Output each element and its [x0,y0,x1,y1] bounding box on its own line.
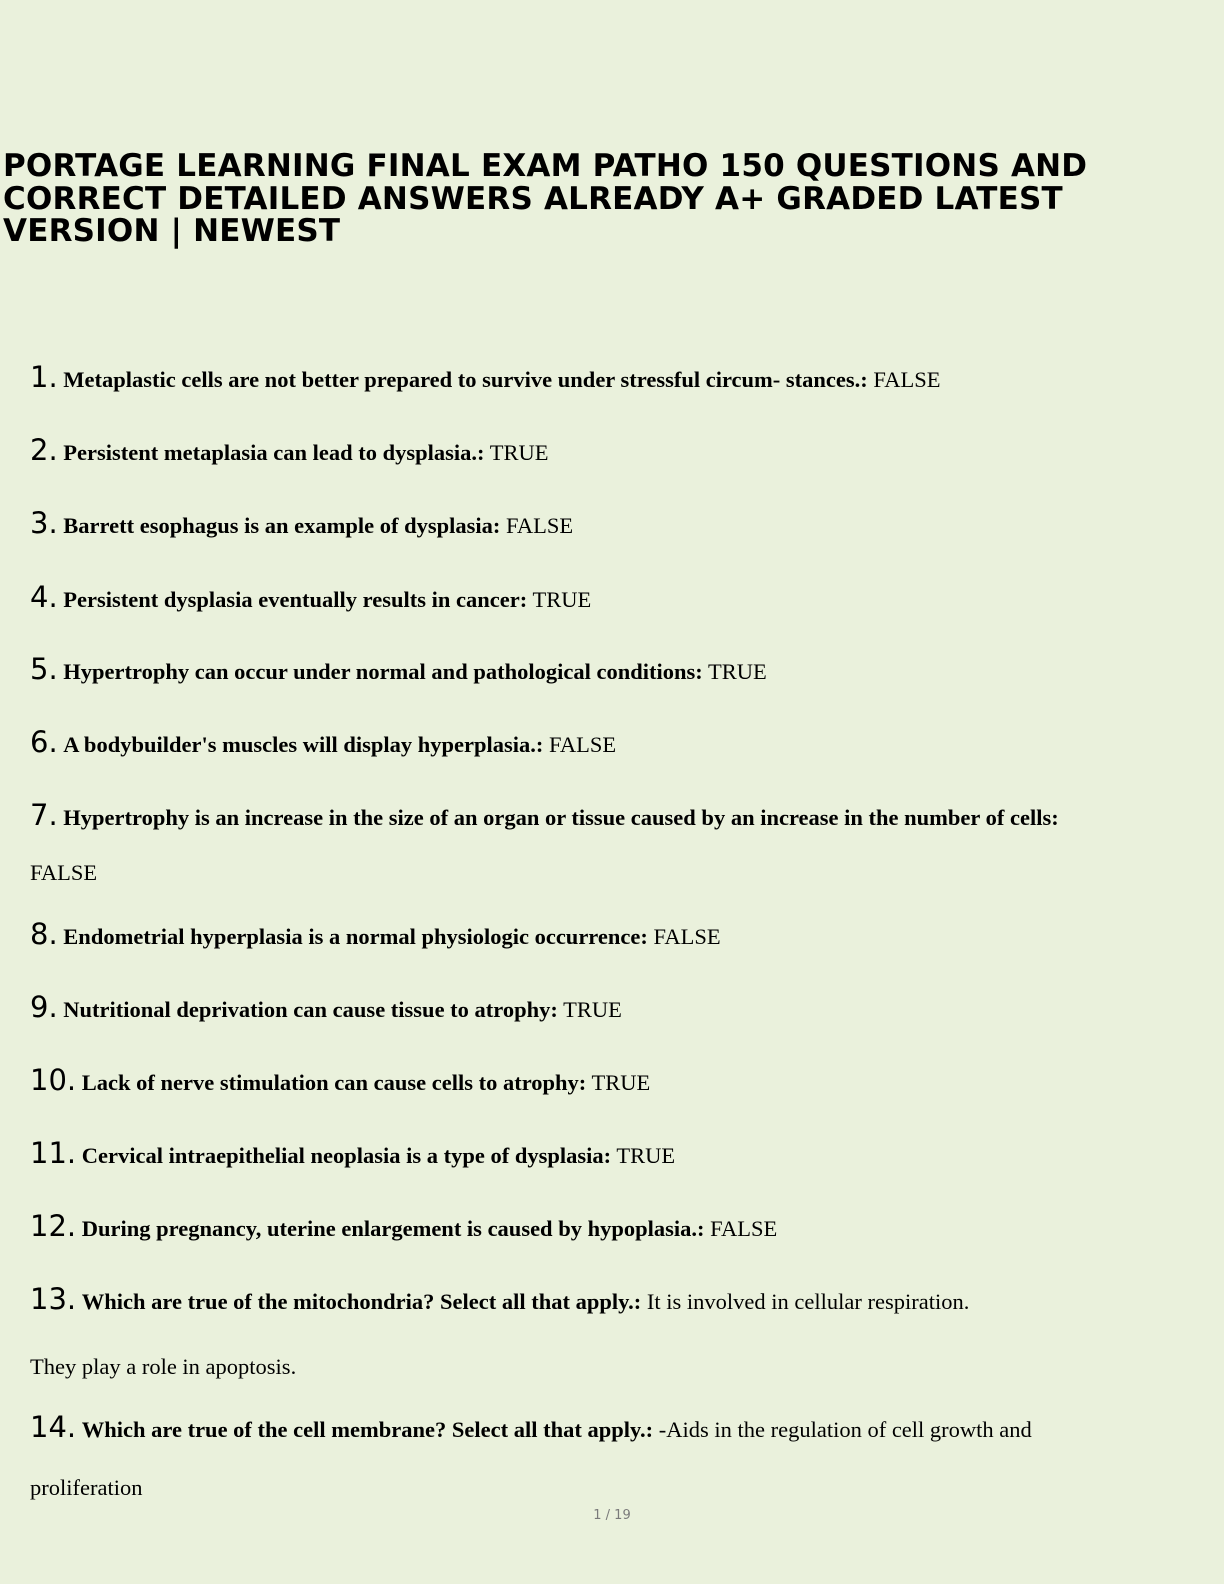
question-text: Persistent metaplasia can lead to dysplasia.: [63,440,485,465]
question-text: Lack of nerve stimulation can cause cells to atrophy: [81,1070,587,1095]
answer-text: FALSE [873,367,941,392]
question-item [30,727,1190,760]
question-number: 9. [30,990,58,1024]
question-item [30,1138,1190,1171]
question-number: 10. [30,1063,77,1097]
answer-text: FALSE [30,860,98,885]
question-number: 11. [30,1136,77,1170]
page-indicator: 1 / 19 [593,1508,631,1523]
question-text: Hypertrophy can occur under normal and pathological conditions: [63,659,703,684]
answer-text: TRUE [707,659,767,684]
question-item [30,1065,1190,1098]
question-text: Which are true of the cell membrane? Select all that apply.: [81,1417,654,1442]
document-title: PORTAGE LEARNING FINAL EXAM PATHO 150 QUESTIONS AND CORRECT DETAILED ANSWERS ALREADY A+ GRADED LATEST VERSION | NEWEST [3,148,1088,249]
answer-text: -Aids in the regulation of cell growth and [658,1417,1032,1442]
question-number: 2. [30,433,58,467]
question-number: 1. [30,360,58,394]
answer-text: TRUE [591,1070,651,1095]
answer-text: TRUE [563,997,622,1022]
question-number: 12. [30,1209,77,1243]
question-text: Endometrial hyperplasia is a normal physiologic occurrence: [63,924,648,949]
answer-text: FALSE [506,513,574,538]
question-number: 5. [30,652,58,686]
answer-continuation: proliferation [30,1475,143,1500]
question-text: A bodybuilder's muscles will display hyperplasia.: [63,732,544,757]
question-text: Which are true of the mitochondria? Select all that apply.: [81,1289,642,1314]
answer-text: TRUE [489,440,549,465]
question-text: Metaplastic cells are not better prepared to survive under stressful circum- stances.: [63,367,868,392]
question-number: 3. [30,506,58,540]
answer-text: FALSE [710,1216,778,1241]
question-number: 6. [30,725,58,759]
question-number: 14. [30,1410,77,1444]
question-item [30,582,1190,615]
answer-continuation: They play a role in apoptosis. [30,1354,297,1379]
question-text: Hypertrophy is an increase in the size of an organ or tissue caused by an increase in the number of cells: [63,805,1059,830]
question-item [30,919,1190,952]
question-item [30,654,1190,687]
question-text: Nutritional deprivation can cause tissue to atrophy: [63,997,558,1022]
answer-text: FALSE [549,732,617,757]
answer-text: TRUE [532,587,592,612]
question-item [30,435,1190,468]
question-number: 13. [30,1282,77,1316]
answer-text: FALSE [653,924,721,949]
question-item [30,508,1190,541]
question-number: 4. [30,580,58,614]
question-item [30,1211,1190,1244]
question-item [30,1412,1190,1503]
answer-text: TRUE [616,1143,676,1168]
question-text: During pregnancy, uterine enlargement is caused by hypoplasia.: [81,1216,705,1241]
question-text: Cervical intraepithelial neoplasia is a type of dysplasia: [81,1143,612,1168]
question-text: Persistent dysplasia eventually results in cancer: [63,587,528,612]
question-item [30,1284,1190,1382]
question-item [30,800,1190,888]
question-item [30,992,1190,1025]
answer-text: It is involved in cellular respiration. [646,1289,970,1314]
question-number: 7. [30,798,58,832]
question-item [30,362,1190,395]
question-number: 8. [30,917,58,951]
question-text: Barrett esophagus is an example of dysplasia: [63,513,501,538]
